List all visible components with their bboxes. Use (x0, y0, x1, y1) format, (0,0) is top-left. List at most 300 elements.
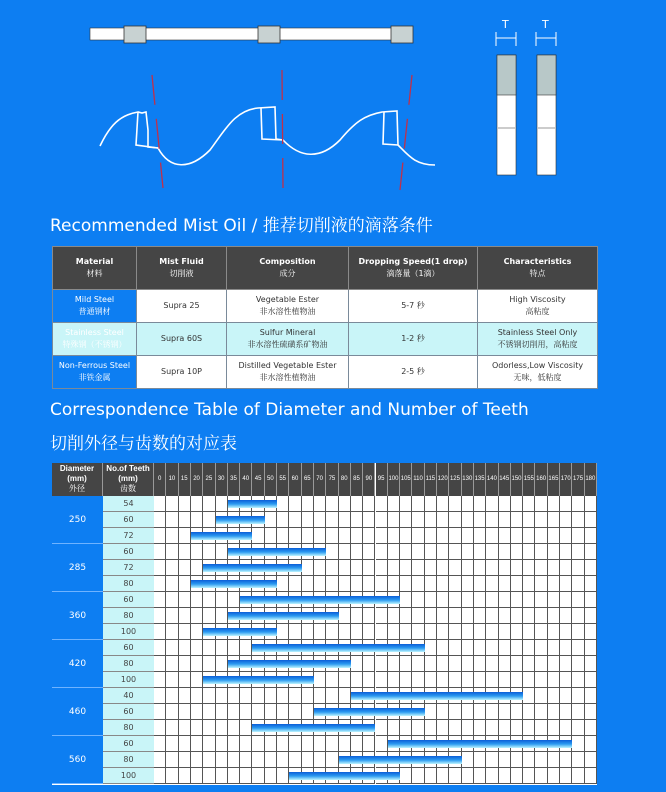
grid-cell (425, 592, 437, 608)
grid-cell (523, 704, 535, 720)
speed-range-bar (228, 660, 351, 668)
grid-cell (314, 624, 326, 640)
material-en: Stainless Steel (65, 328, 124, 337)
cut-lines (152, 70, 412, 190)
grid-cell (339, 736, 351, 752)
grid-cell (585, 688, 597, 704)
grid-cell (400, 496, 412, 512)
grid-cell (388, 496, 400, 512)
grid-cell (437, 496, 449, 512)
grid-cell (191, 592, 203, 608)
grid-cell (191, 720, 203, 736)
grid-cell (388, 576, 400, 592)
grid-cell (499, 704, 511, 720)
grid-cell (326, 624, 338, 640)
column-header (349, 247, 478, 290)
grid-cell (376, 512, 388, 528)
grid-cell (474, 752, 486, 768)
grid-cell (363, 736, 375, 752)
grid-cell (400, 672, 412, 688)
grid-cell (351, 576, 363, 592)
grid-cell (326, 512, 338, 528)
grid-cell (203, 496, 215, 512)
grid-cell (363, 528, 375, 544)
grid-cell (535, 688, 547, 704)
grid-cell (535, 752, 547, 768)
grid-cell (462, 544, 474, 560)
grid-cell (289, 528, 301, 544)
grid-cell (486, 656, 498, 672)
composition-cell (227, 323, 349, 356)
grid-cell (437, 528, 449, 544)
teeth-cell: 60 (103, 544, 154, 560)
grid-cell (363, 496, 375, 512)
grid-cell (412, 544, 424, 560)
grid-cell (289, 512, 301, 528)
grid-cell (449, 560, 461, 576)
grid-cell (203, 768, 215, 784)
column-value-header: 45 (252, 463, 264, 496)
grid-cell (511, 608, 523, 624)
grid-cell (400, 560, 412, 576)
speed-range-bar (191, 532, 253, 540)
characteristics-cell (478, 356, 598, 389)
grid-cell (535, 640, 547, 656)
column-value-header: 100 (388, 463, 400, 496)
grid-cell (400, 544, 412, 560)
column-value-header: 120 (437, 463, 449, 496)
speed-range-bar (203, 676, 314, 684)
table-row (53, 356, 598, 389)
grid-cell (166, 640, 178, 656)
composition-en: Sulfur Mineral (259, 328, 316, 337)
grid-cell (548, 640, 560, 656)
material-cn: 特殊钢（不锈钢） (62, 340, 127, 349)
grid-cell (486, 752, 498, 768)
grid-cell (154, 496, 166, 512)
header-diameter-cn: 外径 (69, 484, 85, 493)
grid-cell (474, 496, 486, 512)
grid-cell (277, 576, 289, 592)
grid-cell (449, 640, 461, 656)
grid-cell (486, 720, 498, 736)
grid-cell (585, 672, 597, 688)
grid-cell (277, 688, 289, 704)
grid-cell (499, 608, 511, 624)
grid-cell (425, 560, 437, 576)
speed-range-bar (216, 516, 265, 524)
teeth-cell: 60 (103, 736, 154, 752)
grid-cell (216, 608, 228, 624)
grid-cell (486, 624, 498, 640)
grid-cell (474, 768, 486, 784)
grid-cell (572, 688, 584, 704)
grid-cell (412, 496, 424, 512)
grid-cell (203, 688, 215, 704)
grid-cell (572, 768, 584, 784)
grid-cell (462, 768, 474, 784)
teeth-cell: 60 (103, 592, 154, 608)
grid-cell (265, 736, 277, 752)
grid-cell (486, 768, 498, 784)
grid-cell (388, 672, 400, 688)
characteristics-cn: 无味，低粘度 (513, 373, 562, 382)
grid-cell (363, 576, 375, 592)
grid-cell (166, 688, 178, 704)
grid-cell (277, 736, 289, 752)
column-value-header: 15 (179, 463, 191, 496)
column-value-header: 135 (474, 463, 486, 496)
grid-cell (437, 624, 449, 640)
grid-cell (166, 656, 178, 672)
grid-cell (228, 704, 240, 720)
grid-cell (351, 512, 363, 528)
diameter-cell: 460 (52, 688, 103, 736)
composition-cn: 非水溶性硫磺系矿物油 (247, 340, 328, 349)
composition-cell (227, 356, 349, 389)
grid-cell (548, 528, 560, 544)
grid-cell (486, 512, 498, 528)
grid-cell (572, 544, 584, 560)
teeth-table-title-en: Correspondence Table of Diameter and Number of Teeth (50, 400, 529, 420)
grid-cell (363, 560, 375, 576)
grid-cell (572, 672, 584, 688)
material-en: Non-Ferrous Steel (58, 361, 131, 370)
header-teeth-unit: (mm) (118, 474, 138, 483)
grid-cell (449, 624, 461, 640)
grid-cell (265, 688, 277, 704)
column-header-en: Dropping Speed(1 drop) (358, 257, 468, 266)
grid-cell (203, 736, 215, 752)
grid-cell (548, 688, 560, 704)
grid-cell (425, 720, 437, 736)
grid-cell (203, 720, 215, 736)
grid-cell (572, 736, 584, 752)
teeth-cell: 72 (103, 560, 154, 576)
grid-cell (449, 608, 461, 624)
teeth-cell: 80 (103, 752, 154, 768)
grid-cell (339, 544, 351, 560)
teeth-cell: 60 (103, 704, 154, 720)
grid-cell (425, 544, 437, 560)
material-cell (53, 356, 137, 389)
grid-cell (585, 640, 597, 656)
grid-cell (412, 672, 424, 688)
grid-cell (511, 592, 523, 608)
grid-cell (437, 560, 449, 576)
grid-cell (535, 672, 547, 688)
grid-cell (179, 592, 191, 608)
grid-cell (548, 560, 560, 576)
column-value-header: 0 (154, 463, 166, 496)
grid-cell (154, 576, 166, 592)
grid-cell (376, 608, 388, 624)
grid-cell (154, 608, 166, 624)
grid-cell (166, 512, 178, 528)
material-cn: 非铁金属 (78, 373, 111, 382)
grid-cell (462, 576, 474, 592)
grid-cell (179, 688, 191, 704)
grid-cell (474, 528, 486, 544)
grid-cell (154, 736, 166, 752)
header-diameter-unit: (mm) (67, 474, 87, 483)
grid-cell (400, 656, 412, 672)
teeth-cell: 40 (103, 688, 154, 704)
column-value-header: 60 (289, 463, 301, 496)
grid-cell (154, 656, 166, 672)
grid-cell (474, 560, 486, 576)
grid-cell (474, 624, 486, 640)
grid-cell (166, 720, 178, 736)
teeth-cell: 80 (103, 576, 154, 592)
grid-cell (289, 736, 301, 752)
grid-cell (511, 576, 523, 592)
grid-cell (585, 512, 597, 528)
column-value-header: 125 (449, 463, 461, 496)
grid-cell (191, 512, 203, 528)
grid-cell (437, 656, 449, 672)
speed-cell: 5-7 秒 (349, 290, 478, 323)
grid-cell (351, 544, 363, 560)
grid-cell (437, 672, 449, 688)
column-header-en: Material (75, 257, 114, 266)
grid-cell (289, 752, 301, 768)
grid-cell (363, 672, 375, 688)
grid-cell (523, 624, 535, 640)
column-header-cn: 滴落量（1滴） (386, 269, 440, 278)
speed-range-bar (228, 500, 277, 508)
grid-cell (302, 496, 314, 512)
column-value-header: 175 (572, 463, 584, 496)
characteristics-cell (478, 290, 598, 323)
grid-cell (523, 768, 535, 784)
teeth-cell: 100 (103, 672, 154, 688)
grid-cell (166, 752, 178, 768)
grid-cell (179, 576, 191, 592)
grid-cell (462, 624, 474, 640)
grid-cell (585, 560, 597, 576)
grid-cell (179, 608, 191, 624)
diameter-cell: 360 (52, 592, 103, 640)
grid-cell (216, 544, 228, 560)
speed-range-bar (191, 580, 277, 588)
grid-cell (191, 752, 203, 768)
grid-cell (585, 528, 597, 544)
grid-cell (585, 752, 597, 768)
material-cell (53, 323, 137, 356)
grid-cell (166, 672, 178, 688)
grid-cell (499, 528, 511, 544)
grid-cell (560, 576, 572, 592)
grid-cell (412, 512, 424, 528)
grid-cell (240, 688, 252, 704)
teeth-cell: 100 (103, 768, 154, 784)
grid-cell (535, 720, 547, 736)
grid-cell (585, 704, 597, 720)
grid-cell (302, 512, 314, 528)
grid-cell (474, 592, 486, 608)
grid-cell (314, 576, 326, 592)
grid-cell (265, 528, 277, 544)
grid-cell (314, 672, 326, 688)
grid-cell (216, 688, 228, 704)
column-value-header: 165 (548, 463, 560, 496)
grid-cell (203, 640, 215, 656)
grid-cell (203, 592, 215, 608)
grid-cell (326, 528, 338, 544)
grid-cell (449, 672, 461, 688)
grid-cell (191, 608, 203, 624)
grid-cell (363, 624, 375, 640)
grid-cell (486, 704, 498, 720)
grid-cell (499, 496, 511, 512)
grid-cell (437, 592, 449, 608)
grid-cell (560, 720, 572, 736)
grid-cell (535, 624, 547, 640)
grid-cell (486, 560, 498, 576)
grid-cell (216, 720, 228, 736)
grid-cell (585, 592, 597, 608)
grid-cell (228, 688, 240, 704)
grid-cell (511, 768, 523, 784)
column-header-en: Composition (259, 257, 316, 266)
grid-cell (462, 528, 474, 544)
grid-cell (400, 592, 412, 608)
grid-cell (388, 560, 400, 576)
grid-cell (302, 704, 314, 720)
grid-cell (166, 624, 178, 640)
grid-cell (388, 512, 400, 528)
grid-cell (572, 624, 584, 640)
grid-cell (412, 624, 424, 640)
grid-cell (400, 624, 412, 640)
grid-cell (351, 672, 363, 688)
grid-cell (425, 512, 437, 528)
grid-cell (474, 720, 486, 736)
grid-cell (179, 512, 191, 528)
blade-side-view (90, 26, 413, 43)
grid-cell (425, 496, 437, 512)
grid-cell (314, 528, 326, 544)
grid-cell (216, 704, 228, 720)
grid-cell (560, 704, 572, 720)
speed-range-bar (252, 644, 424, 652)
characteristics-en: Stainless Steel Only (497, 328, 578, 337)
grid-cell (535, 528, 547, 544)
grid-cell (376, 736, 388, 752)
speed-range-bar (314, 708, 425, 716)
material-cell (53, 290, 137, 323)
grid-cell (154, 640, 166, 656)
grid-cell (351, 608, 363, 624)
grid-cell (228, 720, 240, 736)
grid-cell (499, 640, 511, 656)
speed-range-bar (252, 724, 375, 732)
fluid-cell: Supra 25 (137, 290, 227, 323)
teeth-cell: 60 (103, 640, 154, 656)
grid-cell (499, 512, 511, 528)
grid-cell (560, 512, 572, 528)
grid-cell (228, 640, 240, 656)
teeth-cell: 72 (103, 528, 154, 544)
grid-cell (376, 624, 388, 640)
composition-en: Distilled Vegetable Ester (238, 361, 337, 370)
grid-cell (585, 608, 597, 624)
grid-cell (240, 736, 252, 752)
grid-cell (179, 656, 191, 672)
grid-cell (499, 672, 511, 688)
grid-cell (499, 752, 511, 768)
grid-cell (289, 576, 301, 592)
grid-cell (560, 560, 572, 576)
grid-cell (572, 592, 584, 608)
grid-cell (203, 544, 215, 560)
header-teeth (103, 463, 154, 496)
grid-cell (572, 512, 584, 528)
grid-cell (252, 752, 264, 768)
table-row (53, 290, 598, 323)
grid-cell (339, 608, 351, 624)
thickness-label-left: T (502, 18, 509, 31)
grid-cell (548, 544, 560, 560)
column-header (137, 247, 227, 290)
grid-cell (376, 576, 388, 592)
grid-cell (277, 752, 289, 768)
grid-cell (548, 672, 560, 688)
grid-cell (289, 624, 301, 640)
grid-cell (560, 672, 572, 688)
column-value-header: 50 (265, 463, 277, 496)
grid-cell (449, 720, 461, 736)
grid-cell (154, 544, 166, 560)
grid-cell (314, 688, 326, 704)
grid-cell (339, 688, 351, 704)
grid-cell (437, 704, 449, 720)
column-value-header: 115 (425, 463, 437, 496)
grid-cell (560, 544, 572, 560)
grid-cell (585, 720, 597, 736)
grid-cell (191, 688, 203, 704)
grid-cell (339, 496, 351, 512)
grid-cell (314, 496, 326, 512)
grid-cell (388, 528, 400, 544)
composition-cn: 非水溶性植物油 (259, 307, 316, 316)
speed-range-bar (228, 612, 339, 620)
grid-cell (363, 656, 375, 672)
grid-cell (511, 528, 523, 544)
column-header-cn: 特点 (529, 269, 546, 278)
grid-cell (376, 528, 388, 544)
grid-cell (449, 544, 461, 560)
grid-cell (523, 720, 535, 736)
grid-cell (425, 576, 437, 592)
grid-cell (363, 512, 375, 528)
grid-cell (388, 608, 400, 624)
column-header-cn: 材料 (86, 269, 103, 278)
column-value-header: 10 (166, 463, 178, 496)
grid-cell (548, 752, 560, 768)
composition-cell (227, 290, 349, 323)
grid-cell (548, 592, 560, 608)
characteristics-en: Odorless,Low Viscosity (491, 361, 584, 370)
grid-cell (252, 688, 264, 704)
grid-cell (179, 496, 191, 512)
grid-cell (191, 496, 203, 512)
grid-cell (191, 736, 203, 752)
grid-cell (228, 736, 240, 752)
grid-cell (412, 720, 424, 736)
mist-table-header (53, 247, 598, 290)
